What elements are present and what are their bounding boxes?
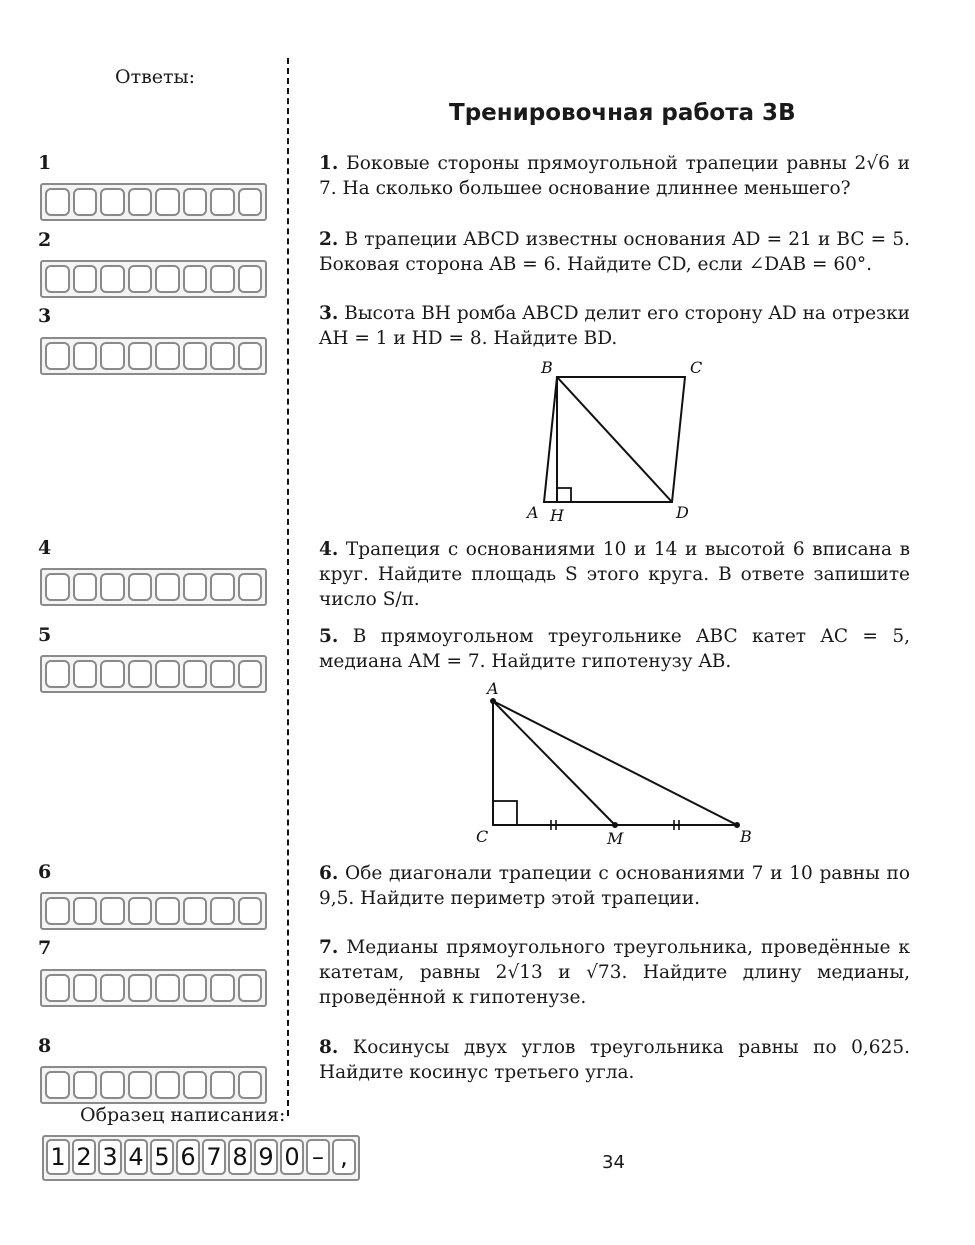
answer-field-2[interactable] (40, 260, 267, 298)
sample-digits (42, 1135, 360, 1181)
label-a: A (487, 679, 499, 698)
problem-1 (319, 151, 910, 201)
page-number: 34 (602, 1152, 625, 1173)
sample-char: 2 (72, 1139, 96, 1175)
answer-field-1[interactable] (40, 183, 267, 221)
problem-text: Обе диагонали трапеции с основаниями 7 и 10 равны по 9,5. Найдите периметр этой трапеции. (319, 863, 910, 909)
label-d: D (676, 503, 689, 522)
problem-text: В трапеции ABCD известны основания AD = 21 и BC = 5. Боковая сторона AB = 6. Найдите CD, если ∠DAB = 60°. (319, 229, 910, 275)
problem-number: 6. (319, 863, 339, 884)
answer-field-3[interactable] (40, 337, 267, 375)
figure-rhombus (515, 355, 715, 525)
answers-title: Ответы: (115, 66, 196, 88)
label-h: H (550, 506, 564, 525)
sample-char: 0 (280, 1139, 304, 1175)
answer-label-1: 1 (38, 152, 52, 174)
answer-field-7[interactable] (40, 969, 267, 1007)
answer-label-6: 6 (38, 861, 52, 883)
problem-text: Высота BH ромба ABCD делит его сторону AD на отрезки AH = 1 и HD = 8. Найдите BD. (319, 303, 910, 349)
page-title: Тренировочная работа 3B (449, 100, 796, 126)
answer-label-4: 4 (38, 537, 52, 559)
problem-number: 4. (319, 539, 339, 560)
problem-8 (319, 1035, 910, 1085)
diagonal-bd (557, 377, 672, 502)
problem-text: Косинусы двух углов треугольника равны по 0,625. Найдите косинус третьего угла. (319, 1037, 910, 1083)
answer-field-4[interactable] (40, 568, 267, 606)
problem-text: В прямоугольном треугольнике ABC катет AC = 5, медиана AM = 7. Найдите гипотенузу AB. (319, 626, 910, 672)
sample-char: , (332, 1139, 356, 1175)
answer-label-8: 8 (38, 1035, 52, 1057)
answer-label-7: 7 (38, 937, 52, 959)
problem-number: 1. (319, 153, 339, 174)
column-divider (287, 58, 289, 1116)
problem-number: 7. (319, 937, 339, 958)
problem-7 (319, 935, 910, 1010)
answer-field-5[interactable] (40, 655, 267, 693)
problem-3 (319, 301, 910, 351)
label-m: M (607, 829, 624, 848)
answer-label-5: 5 (38, 624, 52, 646)
answer-field-8[interactable] (40, 1066, 267, 1104)
problem-number: 8. (319, 1037, 339, 1058)
problem-4 (319, 537, 910, 612)
problem-text: Медианы прямоугольного треугольника, проведённые к катетам, равны 2√13 и √73. Найдите длину медианы, проведённой к гипотенузе. (319, 937, 910, 1008)
problem-number: 3. (319, 303, 339, 324)
problem-2 (319, 227, 910, 277)
problem-5 (319, 624, 910, 674)
answer-field-6[interactable] (40, 892, 267, 930)
problem-text: Боковые стороны прямоугольной трапеции равны 2√6 и 7. На сколько большее основание длиннее меньшего? (319, 153, 910, 199)
sample-char: 5 (150, 1139, 174, 1175)
sample-char: – (306, 1139, 330, 1175)
sample-char: 1 (46, 1139, 70, 1175)
figure-triangle (470, 678, 760, 848)
right-angle-mark (493, 801, 517, 825)
problem-6 (319, 861, 910, 911)
answer-label-2: 2 (38, 229, 52, 251)
label-c: C (476, 827, 489, 846)
label-a: A (527, 503, 539, 522)
problem-number: 5. (319, 626, 339, 647)
right-angle-mark (557, 488, 571, 502)
sample-char: 7 (202, 1139, 226, 1175)
label-b: B (541, 358, 553, 377)
sample-char: 8 (228, 1139, 252, 1175)
sample-label: Образец написания: (80, 1104, 286, 1126)
median-am (493, 701, 615, 825)
label-b: B (740, 827, 752, 846)
label-c: C (690, 358, 703, 377)
sample-char: 3 (98, 1139, 122, 1175)
problem-text: Трапеция с основаниями 10 и 14 и высотой 6 вписана в круг. Найдите площадь S этого круга. В ответе запишите число S/π. (319, 539, 910, 610)
answer-label-3: 3 (38, 305, 52, 327)
sample-char: 9 (254, 1139, 278, 1175)
point-m (612, 822, 618, 828)
hypotenuse-ab (493, 701, 737, 825)
point-a (490, 698, 496, 704)
problem-number: 2. (319, 229, 339, 250)
sample-char: 4 (124, 1139, 148, 1175)
sample-char: 6 (176, 1139, 200, 1175)
